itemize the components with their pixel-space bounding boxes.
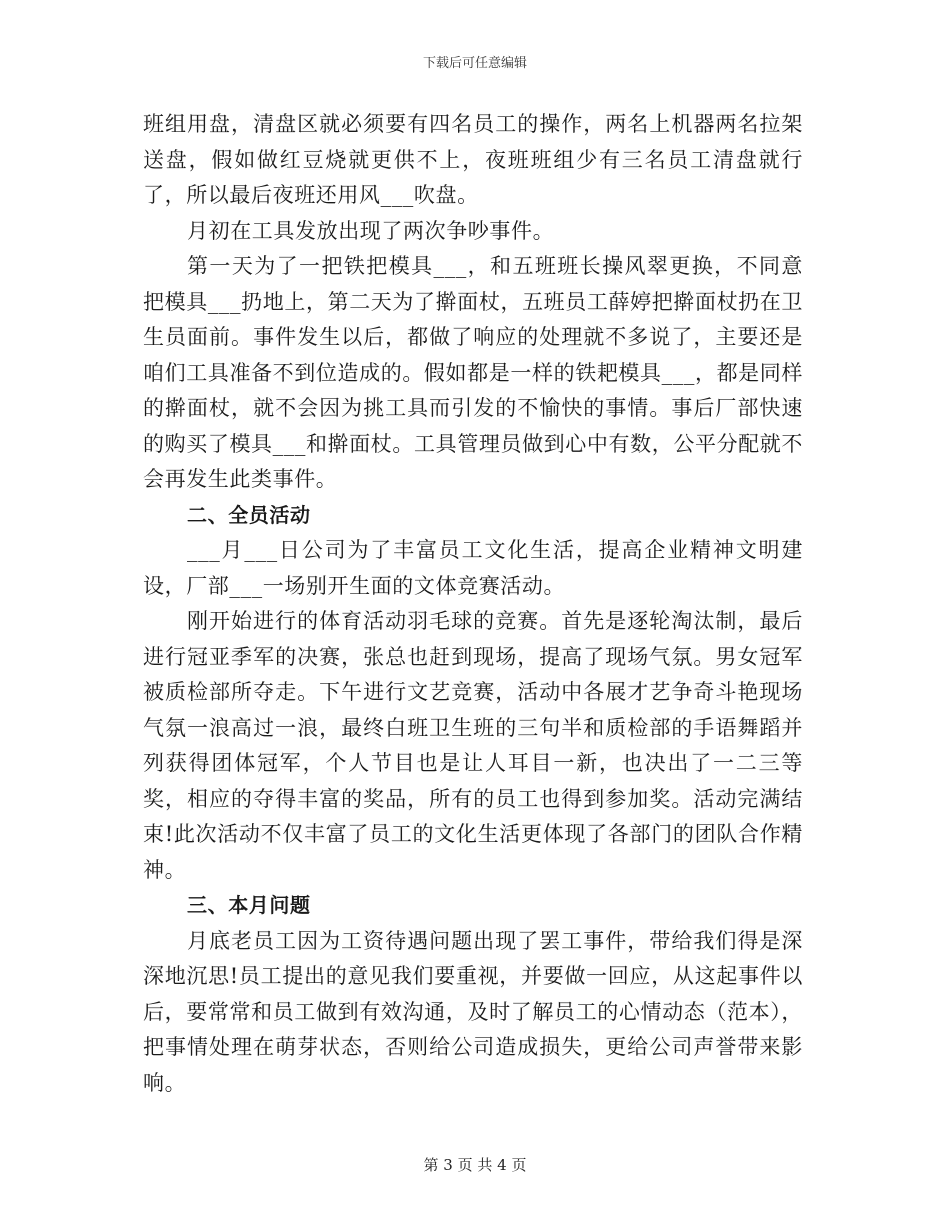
section-heading-3: 三、本月问题 [187, 893, 311, 917]
paragraph-6: 月底老员工因为工资待遇问题出现了罢工事件，带给我们得是深深地沉思!员工提出的意见我们要重视，并要做一回应，从这起事件以后，要常常和员工做到有效沟通，及时了解员工的心情动态（范本），把事情处理在萌芽状态，否则给公司造成损失，更给公司声誉带来影响。 [143, 928, 803, 1095]
document-body [143, 107, 803, 1101]
paragraph-5: 刚开始进行的体育活动羽毛球的竞赛。首先是逐轮淘汰制，最后进行冠亚季军的决赛，张总也赶到现场，提高了现场气氛。男女冠军被质检部所夺走。下午进行文艺竞赛，活动中各展才艺争奇斗艳现场气氛一浪高过一浪，最终白班卫生班的三句半和质检部的手语舞蹈并列获得团体冠军，个人节目也是让人耳目一新，也决出了一二三等奖，相应的夺得丰富的奖品，所有的员工也得到参加奖。活动完满结束!此次活动不仅丰富了员工的文化生活更体现了各部门的团队合作精神。 [143, 609, 803, 882]
paragraph-4: ___月___日公司为了丰富员工文化生活，提高企业精神文明建设，厂部___一场别开生面的文体竞赛活动。 [143, 538, 803, 598]
section-heading-2: 二、全员活动 [187, 502, 311, 527]
paragraph-2: 月初在工具发放出现了两次争吵事件。 [187, 218, 555, 243]
paragraph-1: 班组用盘，清盘区就必须要有四名员工的操作，两名上机器两名拉架送盘，假如做红豆烧就更供不上，夜班班组少有三名员工清盘就行了，所以最后夜班还用风___吹盘。 [143, 112, 803, 207]
header-note: 下载后可任意编辑 [422, 56, 527, 71]
paragraph-3: 第一天为了一把铁把模具___，和五班班长操风翠更换，不同意把模具___扔地上，第二天为了擀面杖，五班员工薛婷把擀面杖扔在卫生员面前。事件发生以后，都做了响应的处理就不多说了，主要还是咱们工具准备不到位造成的。假如都是一样的铁耙模具___，都是同样的擀面杖，就不会因为挑工具而引发的不愉快的事情。事后厂部快速的购买了模具___和擀面杖。工具管理员做到心中有数，公平分配就不会再发生此类事件。 [143, 254, 803, 491]
page-number: 第 3 页 共 4 页 [423, 1156, 527, 1174]
